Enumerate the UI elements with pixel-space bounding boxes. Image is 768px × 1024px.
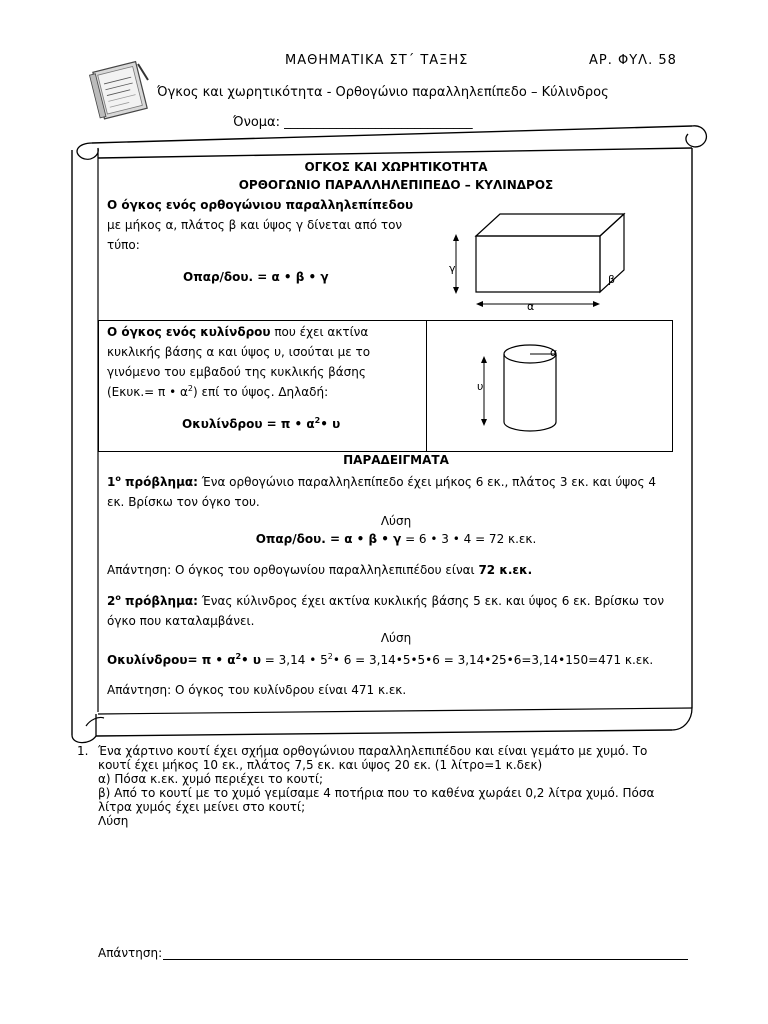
example-1-formula: Oπαρ/δου. = α • β • γ = 6 • 3 • 4 = 72 κ.εκ. (255, 532, 537, 546)
sheet-number: ΑΡ. ΦΥΛ. 58 (589, 53, 677, 68)
cylinder-line-4: (Εκυκ.= π • $\alpha^2$) επί το ύψος. Δηλαδή: (107, 384, 329, 399)
example-1-solution-label: Λύση (380, 514, 412, 528)
name-line: _____________________________ (284, 115, 473, 130)
exercise-1-line-1: Ένα χάρτινο κουτί έχει σχήμα ορθογώνιου παραλληλεπιπέδου και είναι γεμάτο με χυμό. Το (98, 744, 648, 758)
example-2-answer: Απάντηση: Ο όγκος του κυλίνδρου είναι 471 κ.εκ. (107, 683, 407, 697)
cylinder-height-label: υ (477, 380, 484, 393)
cylinder-heading: Ο όγκος ενός κυλίνδρου (107, 325, 271, 339)
example-1-answer: Απάντηση: Ο όγκος του ορθογωνίου παραλληλεπιπέδου είναι 72 κ.εκ. (107, 563, 533, 577)
prism-length-label: α (527, 300, 535, 313)
topic-subtitle: Όγκος και χωρητικότητα - Ορθογώνιο παραλληλεπίπεδο – Κύλινδρος (157, 85, 609, 100)
answer-footer-line[interactable] (163, 959, 688, 960)
exercise-1-line-4: β) Από το κουτί με το χυμό γεμίσαμε 4 ποτήρια που το καθένα χωράει 0,2 λίτρα χυμό. Πόσα (98, 786, 655, 800)
example-2-solution-label: Λύση (380, 631, 412, 645)
exercise-1-number: 1. (77, 744, 89, 758)
prism-description (107, 195, 427, 255)
prism-heading: Ο όγκος ενός ορθογώνιου παραλληλεπίπεδου (107, 198, 414, 212)
section-title-2: ΟΡΘΟΓΩΝΙΟ ΠΑΡΑΛΛΗΛΕΠΙΠΕΔΟ – ΚΥΛΙΝΔΡΟΣ (238, 178, 554, 192)
rectangular-prism-diagram (440, 210, 640, 320)
cylinder-line-2: κυκλικής βάσης α και ύψος υ, ισούται με το (107, 345, 371, 359)
prism-line-1: με μήκος α, πλάτος β και ύψος γ δίνεται από τον (107, 218, 403, 232)
exercise-1-line-3: α) Πόσα κ.εκ. χυμό περιέχει το κουτί; (98, 772, 324, 786)
prism-height-label: γ (449, 262, 456, 275)
cylinder-diagram (470, 340, 580, 440)
section-title-1: ΟΓΚΟΣ ΚΑΙ ΧΩΡΗΤΙΚΟΤΗΤΑ (304, 160, 488, 174)
example-1: $1^o$ πρόβλημα: Ένα ορθογώνιο παραλληλεπίπεδο έχει μήκος 6 εκ., πλάτος 3 εκ. και ύψος 4 εκ. Βρίσκω τον όγκο του. (107, 474, 657, 509)
prism-width-label: β (608, 273, 616, 286)
cylinder-line-1: που έχει ακτίνα (270, 325, 369, 339)
cylinder-description (107, 322, 427, 402)
prism-formula: Oπαρ/δου. = α • β • γ (183, 270, 329, 284)
exercise-1-line-6: Λύση (98, 814, 129, 828)
prism-line-2: τύπο: (107, 238, 140, 252)
answer-footer-label: Απάντηση: (98, 946, 163, 960)
exercise-1-line-2: κουτί έχει μήκος 10 εκ., πλάτος 7,5 εκ. και ύψος 20 εκ. (1 λίτρο=1 κ.δεκ) (98, 758, 543, 772)
exercise-1 (98, 744, 718, 828)
cylinder-formula: Oκυλίνδρου = π • $\alpha^2•$ υ (182, 416, 341, 431)
answer-footer (98, 946, 162, 960)
exercise-1-line-5: λίτρα χυμός έχει μείνει στο κουτί; (98, 800, 306, 814)
subject-title: ΜΑΘΗΜΑΤΙΚΑ ΣΤ΄ ΤΑΞΗΣ (285, 53, 469, 68)
cylinder-radius-label: α (550, 346, 558, 359)
examples-title: ΠΑΡΑΔΕΙΓΜΑΤΑ (343, 453, 449, 467)
name-label: Όνομα: (233, 115, 280, 130)
cylinder-line-3: γινόμενο του εμβαδού της κυκλικής βάσης (107, 365, 366, 379)
example-2-formula: Oκυλίνδρου= π • $\alpha^2•$ υ = 3,14 • $5^2•$ 6 = 3,14•5•5•6 = 3,14•25•6=3,14•150=471 κ.εκ. (107, 652, 654, 667)
example-2: $2^o$ πρόβλημα: Ένας κύλινδρος έχει ακτίνα κυκλικής βάσης 5 εκ. και ύψος 6 εκ. Βρίσκω τον όγκο που καταλαμβάνει. (107, 593, 665, 628)
